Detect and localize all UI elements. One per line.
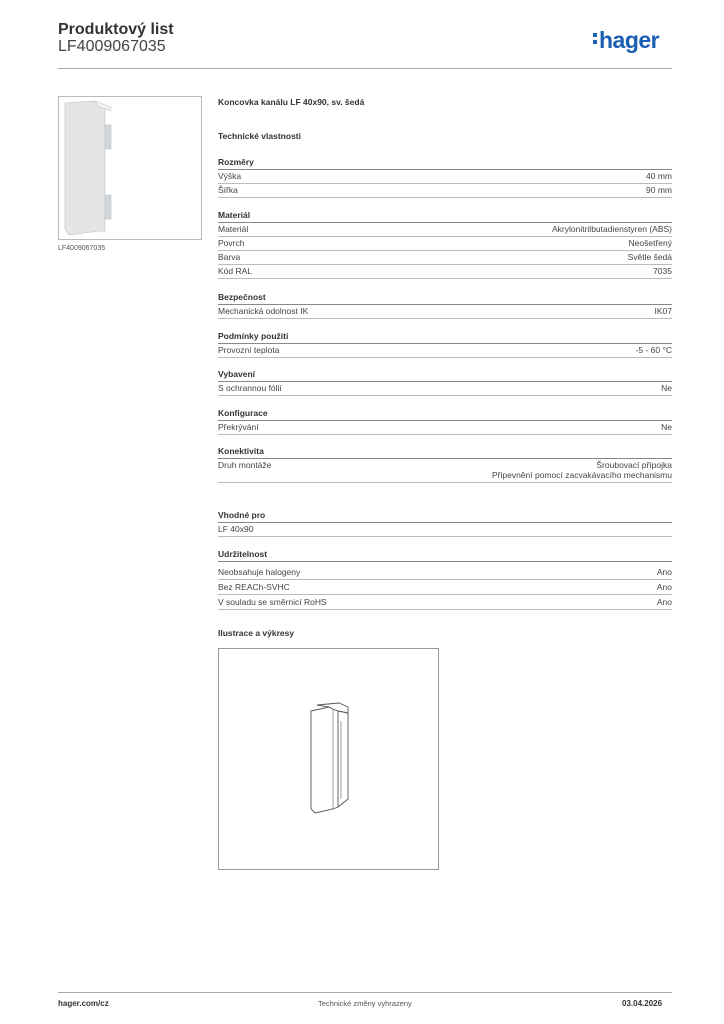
group-safety-title: Bezpečnost — [218, 292, 672, 305]
spec-row — [218, 582, 672, 595]
spec-label: Povrch — [218, 238, 245, 248]
spec-value: Světle šedá — [627, 252, 672, 262]
spec-value: Ne — [661, 383, 672, 393]
spec-label: S ochrannou fólií — [218, 383, 282, 393]
spec-label: V souladu se směrnicí RoHS — [218, 597, 327, 607]
spec-value-line-1: Šroubovací přípojka — [596, 460, 672, 470]
footer-divider — [58, 992, 672, 993]
spec-value-line-2: Připevnění pomocí zacvakávacího mechanismu — [491, 470, 672, 480]
logo-text: hager — [599, 27, 660, 53]
spec-label: Kód RAL — [218, 266, 253, 276]
spec-value: 7035 — [653, 266, 672, 276]
illustrations-heading: Ilustrace a výkresy — [218, 628, 295, 638]
end-cap-drawing-icon — [219, 649, 438, 869]
spec-label: LF 40x90 — [218, 524, 254, 534]
spec-value: Ano — [656, 597, 672, 607]
spec-row — [218, 383, 672, 396]
spec-row — [218, 460, 672, 483]
product-title: Koncovka kanálu LF 40x90, sv. šedá — [218, 97, 365, 107]
technical-drawing — [218, 648, 439, 870]
footer-website-link[interactable]: hager.com/cz — [58, 999, 109, 1008]
spec-value: Neošetřený — [628, 238, 672, 248]
spec-row — [218, 306, 672, 319]
spec-value: IK07 — [654, 306, 672, 316]
spec-row — [218, 567, 672, 580]
spec-row — [218, 238, 672, 251]
spec-row — [218, 345, 672, 358]
technical-properties-heading: Technické vlastnosti — [218, 131, 301, 141]
hager-logo[interactable] — [593, 27, 659, 54]
group-equipment-title: Vybavení — [218, 369, 672, 382]
spec-value — [492, 460, 672, 480]
spec-label: Výška — [218, 171, 242, 181]
group-connectivity-title: Konektivita — [218, 446, 672, 459]
spec-label: Mechanická odolnost IK — [218, 306, 309, 316]
group-conditions-title: Podmínky použití — [218, 331, 672, 344]
spec-label: Materiál — [218, 224, 249, 234]
spec-value: -5 - 60 °C — [635, 345, 672, 355]
spec-value: Akrylonitrilbutadienstyren (ABS) — [552, 224, 672, 234]
product-code: LF4009067035 — [58, 38, 166, 55]
spec-label: Druh montáže — [218, 460, 272, 470]
spec-value: Ne — [661, 422, 672, 432]
suitable-for-title: Vhodné pro — [218, 510, 672, 523]
spec-row — [218, 597, 672, 610]
spec-row — [218, 224, 672, 237]
spec-label: Barva — [218, 252, 241, 262]
spec-label: Bez REACh-SVHC — [218, 582, 290, 592]
spec-row — [218, 171, 672, 184]
spec-value: Ano — [656, 582, 672, 592]
group-configuration-title: Konfigurace — [218, 408, 672, 421]
spec-value: 40 mm — [646, 171, 672, 181]
end-cap-thumbnail-icon — [59, 97, 201, 239]
spec-value: Ano — [656, 567, 672, 577]
spec-value: 90 mm — [646, 185, 672, 195]
spec-label: Neobsahuje halogeny — [218, 567, 301, 577]
group-dimensions-title: Rozměry — [218, 157, 672, 170]
group-material-title: Materiál — [218, 210, 672, 223]
page-title: Produktový list — [58, 21, 174, 38]
thumbnail-caption: LF4009067035 — [58, 245, 106, 252]
spec-row — [218, 266, 672, 279]
spec-row — [218, 524, 672, 537]
footer-disclaimer: Technické změny vyhrazeny — [318, 999, 412, 1008]
product-thumbnail — [58, 96, 202, 240]
spec-label: Šířka — [218, 185, 238, 195]
spec-label: Provozní teplota — [218, 345, 280, 355]
header-divider — [58, 68, 672, 69]
spec-row — [218, 252, 672, 265]
sustainability-title: Udržitelnost — [218, 549, 672, 562]
spec-row — [218, 185, 672, 198]
logo-colon-icon — [593, 33, 597, 47]
spec-row — [218, 422, 672, 435]
footer-date: 03.04.2026 — [622, 999, 663, 1008]
spec-label: Překrývání — [218, 422, 259, 432]
